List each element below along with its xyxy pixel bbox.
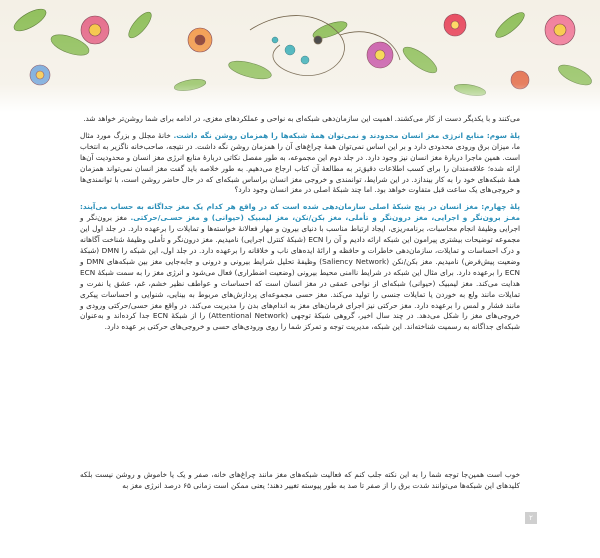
floral-banner-illustration xyxy=(0,0,600,112)
page-number: ۲ xyxy=(525,512,537,524)
step3-lead: پلهٔ سوم: منابع انرژی مغز انسان محدودند و نمی‌توان همهٔ شبکه‌ها را همزمان روشن نگه داشت. xyxy=(173,130,520,140)
intro-paragraph: می‌کنند و با یکدیگر دست از کار می‌کشند. اهمیت این سازمان‌دهی شبکه‌ای به نواحی و عملکردهای مغزی، در ادامه برای شما روشن‌تر خواهد شد. xyxy=(83,114,520,123)
footer-paragraph: خوب است همین‌جا توجه شما را به این نکته جلب کنم که فعالیت شبکه‌های مغز مانند چراغ‌های خانه، صفر و یک یا خاموش و روشن نیست بلکه کلیدهای این شبکه‌ها می‌توانند شدت برق را از صفر تا صد به طور پیوسته تغییر دهند؛ یعنی ممکن است زمانی ۶۵ درصد انرژی مغز به xyxy=(80,470,520,490)
article-body xyxy=(80,114,520,339)
step4-body: مغز برون‌نگر و اجرایی وظیفهٔ انجام محاسبات، برنامه‌ریزی، ایجاد ارتباط مناسب با دنیای بیرون و مهار فعالانهٔ خواسته‌ها و تمایلات را برعهده دارد. در جلد اول این مجموعه توضیحات بیشتری پیرامون این شبکه ارائه دادیم و آن را ECN (شبکهٔ کنترل اجرایی) نامیدیم. مغز درون‌نگر و تأملی وظیفهٔ شناخت آگاهانه و درک احساسات و تمایلات، سازمان‌دهی خاطرات و حافظه و ارائهٔ ایده‌های ناب و خلاقانه را برعهده دارد. در جلد اول، این شبکه را DMN (شبکهٔ وضعیت پیش‌فرض) نامیدیم. مغز بکن/نکن (Saliency Network) وظیفهٔ تحلیل شرایط بیرونی و درونی و جابه‌جایی مغز بین شبکه‌های DMN و ECN را برعهده دارد. برای مثال این شبکه در شرایط ناامنی محیط بیرونی (وضعیت اضطراری) فعال می‌شود و انرژی مغز را به سمت شبکهٔ ECN هدایت می‌کند. مغز لیمبیک (حیوانی) شبکه‌ای از نواحی عمقی در مغز انسان است که احساسات و عواطف نظیر خشم، غم، عشق یا نفرت و تمایلات مانند ولع به خوردن یا تمایلات جنسی را تولید می‌کند. مغز حسی مجموعه‌ای پردازش‌های مربوط به بینایی، شنوایی و احساسات پیکری مانند فشار و لمس را برعهده دارد. مغز حرکتی نیز اجرای فرمان‌های مغز به اندام‌های بدن را مدیریت می‌کند. در واقع مغز حسی/حرکتی ورودی و خروجی‌های مغز را شکل می‌دهد. در چند سال اخیر، گروهی شبکهٔ توجهی (Attentional Network) را از شبکهٔ ECN جدا کرده‌اند و به‌عنوان شبکه‌ای جداگانه به رسمیت شناخته‌اند. این شبکه، مدیریت توجه و تمرکز شما را روی ورودی‌های حسی و خروجی‌های حرکتی بر عهده دارد. xyxy=(80,213,520,332)
step4-heading: پلهٔ چهارم: مغز انسان در پنج شبکهٔ اصلی سازمان‌دهی شده است که در واقع هر کدام یک مغز جداگانه به حساب می‌آیند: xyxy=(80,202,520,212)
floral-pattern-icon xyxy=(0,0,600,112)
step4-paragraph xyxy=(80,202,520,333)
step4-networks: مغـز برون‌نگر و اجرایی، مغز درون‌نگر و تأملی، مغز بکن/نکن، مغز لیمبیک (حیوانی) و مغز حسـی/حرکتی. xyxy=(130,213,520,223)
step3-body: خانهٔ مجلل و بزرگ مورد مثال ما، میزان برق ورودی محدودی دارد و بر این اساس نمی‌توان همهٔ چراغ‌های آن را همزمان روشن نگه داشت. در نتیجه، صاحب‌خانه ناگزیر به انتخاب است. همین ماجرا دربارهٔ مغز انسان نیز وجود دارد. در جلد دوم این مجموعه، به طور مفصل نکاتی دربارهٔ منابع انرژی مغز انسان و محدودیت آن‌ها ارائه شده؛ علاقه‌مندان را برای کسب اطلاعات دقیق‌تر به مطالعهٔ آن کتاب ارجاع می‌دهیم. به طور خلاصه باید گفت مغز انسان نمی‌تواند همزمان همهٔ شبکه‌های خود را به کار بیندازد. در این شرایط، توانمندی و خروجی مغز انسان براساس شبکه‌ای که در حال حاضر روشن است، با توانمندی‌ها و خروجی‌های یک ساعت قبل متفاوت خواهد بود. اما چند شبکهٔ اصلی در مغز انسان وجود دارد؟ xyxy=(80,130,520,195)
step3-paragraph xyxy=(80,131,520,196)
